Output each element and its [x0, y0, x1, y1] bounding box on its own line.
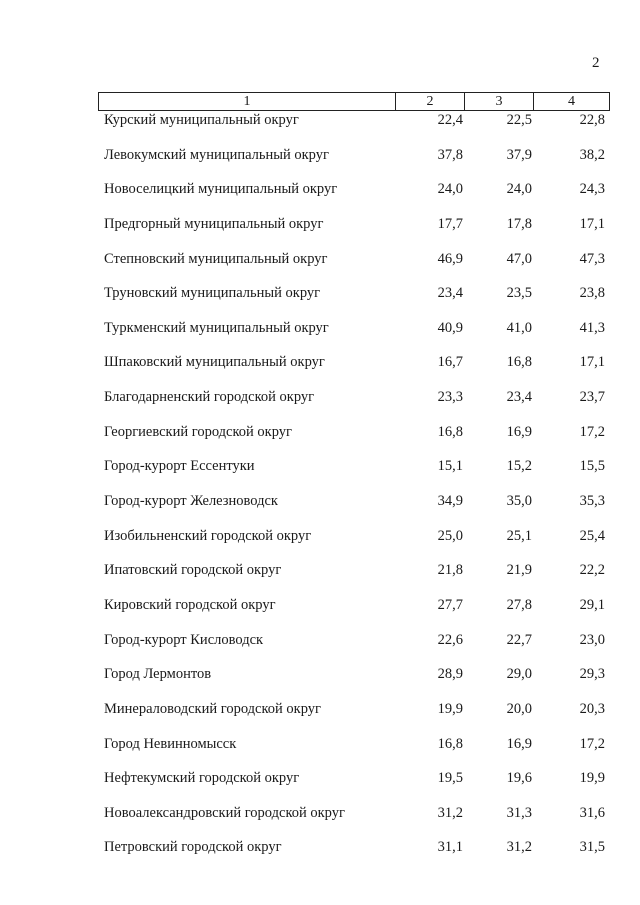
value-col-4: 19,9: [579, 770, 605, 787]
value-col-2: 40,9: [437, 319, 463, 336]
value-col-3: 29,0: [506, 666, 532, 683]
value-col-2: 31,2: [437, 804, 463, 821]
value-col-2: 17,7: [437, 215, 463, 232]
table-row: [0, 284, 640, 319]
municipality-name: Город Лермонтов: [104, 666, 212, 683]
municipality-name: Новоселицкий муниципальный округ: [104, 181, 338, 198]
table-row: [0, 631, 640, 666]
value-col-3: 23,5: [506, 285, 532, 302]
value-col-3: 23,4: [506, 389, 532, 406]
municipality-name: Минераловодский городской округ: [104, 700, 321, 717]
municipality-name: Благодарненский городской округ: [104, 389, 315, 406]
value-col-4: 23,8: [579, 285, 605, 302]
value-col-2: 16,8: [437, 423, 463, 440]
value-col-2: 27,7: [437, 596, 463, 613]
table-row: [0, 561, 640, 596]
page-number: 2: [592, 55, 600, 71]
value-col-4: 29,3: [579, 666, 605, 683]
value-col-3: 22,5: [506, 112, 532, 128]
municipality-name: Туркменский муниципальный округ: [104, 319, 329, 336]
value-col-2: 23,3: [437, 389, 463, 406]
municipality-name: Левокумский муниципальный округ: [104, 146, 329, 163]
value-col-3: 15,2: [506, 458, 532, 475]
value-col-3: 25,1: [506, 527, 532, 544]
value-col-4: 24,3: [579, 181, 605, 198]
table-row: [0, 423, 640, 458]
value-col-4: 20,3: [579, 700, 605, 717]
table-row: [0, 319, 640, 354]
value-col-3: 27,8: [506, 596, 532, 613]
header-cell-2: 2: [396, 93, 465, 110]
value-col-4: 23,0: [579, 631, 605, 648]
table-row: [0, 457, 640, 492]
value-col-2: 15,1: [437, 458, 463, 475]
value-col-4: 17,1: [579, 354, 605, 371]
value-col-4: 31,6: [579, 804, 605, 821]
municipality-name: Кировский городской округ: [104, 596, 276, 613]
header-cell-3: 3: [465, 93, 534, 110]
value-col-4: 25,4: [579, 527, 605, 544]
value-col-4: 38,2: [579, 146, 605, 163]
value-col-4: 15,5: [579, 458, 605, 475]
table-row: [0, 665, 640, 700]
value-col-3: 16,9: [506, 735, 532, 752]
value-col-2: 22,4: [437, 112, 463, 128]
value-col-4: 23,7: [579, 389, 605, 406]
table-row: [0, 527, 640, 562]
municipality-name: Новоалександровский городской округ: [104, 804, 345, 821]
table-row: [0, 146, 640, 181]
value-col-3: 31,3: [506, 804, 532, 821]
value-col-3: 47,0: [506, 250, 532, 267]
municipality-name: Город-курорт Ессентуки: [104, 458, 255, 475]
value-col-2: 31,1: [437, 839, 463, 856]
value-col-2: 21,8: [437, 562, 463, 579]
value-col-3: 17,8: [506, 215, 532, 232]
municipality-name: Ипатовский городской округ: [104, 562, 282, 579]
municipality-name: Курский муниципальный округ: [104, 112, 299, 128]
value-col-3: 37,9: [506, 146, 532, 163]
municipality-name: Город-курорт Железноводск: [104, 493, 278, 510]
value-col-4: 31,5: [579, 839, 605, 856]
municipality-name: Нефтекумский городской округ: [104, 770, 300, 787]
table-row: [0, 596, 640, 631]
value-col-3: 31,2: [506, 839, 532, 856]
value-col-4: 47,3: [579, 250, 605, 267]
value-col-3: 20,0: [506, 700, 532, 717]
table-header: [98, 92, 610, 111]
value-col-2: 24,0: [437, 181, 463, 198]
table-row: [0, 180, 640, 215]
table-row: [0, 111, 640, 146]
value-col-3: 35,0: [506, 493, 532, 510]
value-col-2: 28,9: [437, 666, 463, 683]
table-row: [0, 388, 640, 423]
value-col-2: 37,8: [437, 146, 463, 163]
table-row: [0, 215, 640, 250]
municipality-name: Город-курорт Кисловодск: [104, 631, 264, 648]
value-col-3: 24,0: [506, 181, 532, 198]
value-col-4: 17,2: [579, 423, 605, 440]
municipality-name: Предгорный муниципальный округ: [104, 215, 324, 232]
table-row: [0, 735, 640, 770]
table-row: [0, 700, 640, 735]
value-col-2: 19,9: [437, 700, 463, 717]
value-col-3: 16,9: [506, 423, 532, 440]
value-col-3: 21,9: [506, 562, 532, 579]
table-row: [0, 492, 640, 527]
value-col-2: 22,6: [437, 631, 463, 648]
table-body: [0, 111, 640, 873]
value-col-2: 25,0: [437, 527, 463, 544]
value-col-4: 29,1: [579, 596, 605, 613]
value-col-2: 23,4: [437, 285, 463, 302]
value-col-4: 22,8: [579, 112, 605, 128]
value-col-3: 41,0: [506, 319, 532, 336]
value-col-3: 19,6: [506, 770, 532, 787]
table-row: [0, 804, 640, 839]
value-col-4: 22,2: [579, 562, 605, 579]
municipality-name: Город Невинномысск: [104, 735, 237, 752]
municipality-name: Шпаковский муниципальный округ: [104, 354, 325, 371]
value-col-4: 41,3: [579, 319, 605, 336]
header-cell-1: 1: [99, 93, 396, 110]
value-col-3: 22,7: [506, 631, 532, 648]
value-col-4: 17,1: [579, 215, 605, 232]
municipality-name: Петровский городской округ: [104, 839, 282, 856]
municipality-name: Степновский муниципальный округ: [104, 250, 328, 267]
value-col-2: 16,7: [437, 354, 463, 371]
table-row: [0, 838, 640, 873]
municipality-name: Георгиевский городской округ: [104, 423, 292, 440]
value-col-3: 16,8: [506, 354, 532, 371]
header-cell-4: 4: [568, 93, 575, 109]
municipality-name: Труновский муниципальный округ: [104, 285, 321, 302]
value-col-4: 17,2: [579, 735, 605, 752]
value-col-2: 16,8: [437, 735, 463, 752]
value-col-2: 46,9: [437, 250, 463, 267]
value-col-2: 19,5: [437, 770, 463, 787]
municipality-name: Изобильненский городской округ: [104, 527, 312, 544]
table-row: [0, 250, 640, 285]
value-col-4: 35,3: [579, 493, 605, 510]
table-row: [0, 769, 640, 804]
table-row: [0, 353, 640, 388]
value-col-2: 34,9: [437, 493, 463, 510]
